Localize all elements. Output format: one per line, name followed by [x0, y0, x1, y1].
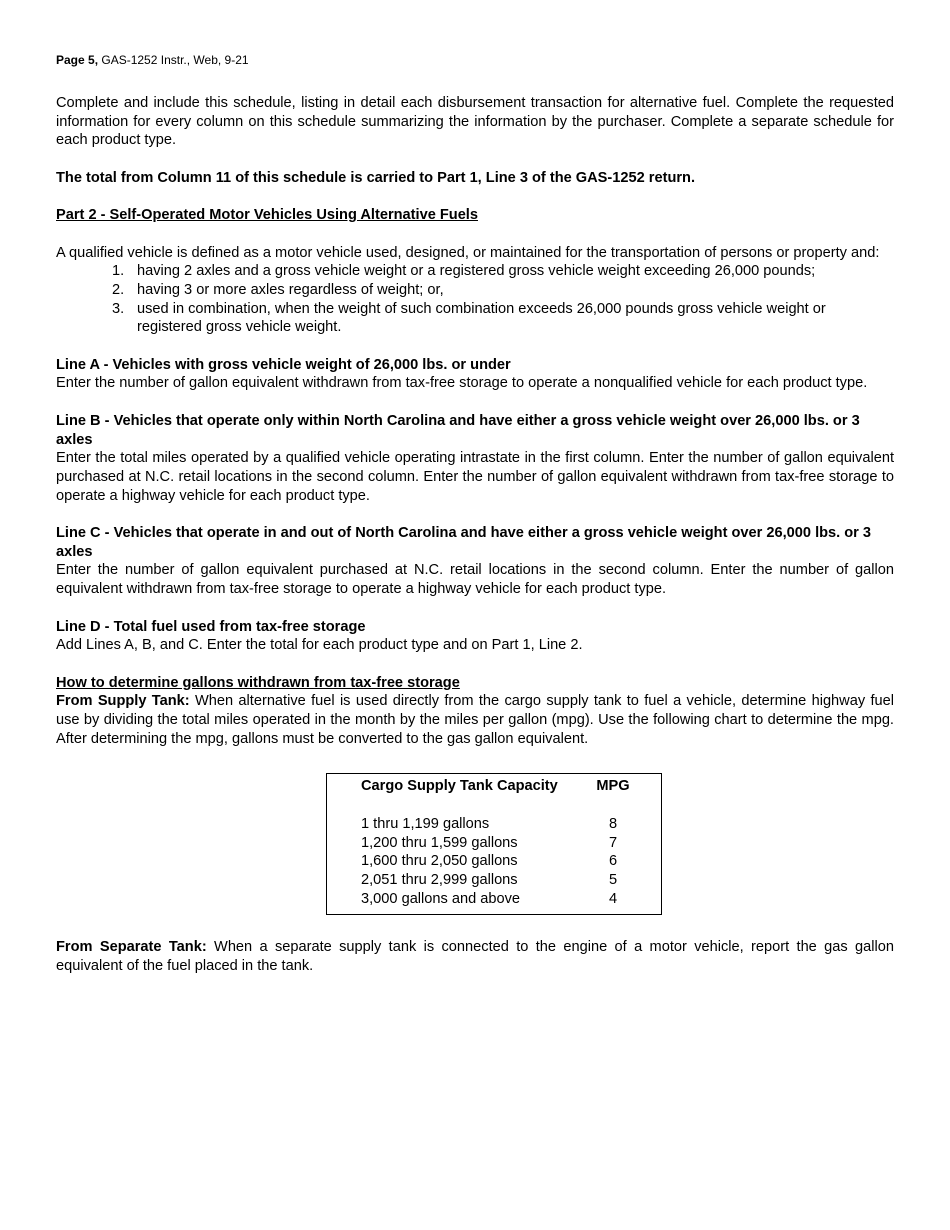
- mpg-cell: 4: [608, 890, 618, 907]
- criteria-number: 3.: [112, 300, 125, 317]
- howto-heading: How to determine gallons withdrawn from tax-free storage: [56, 674, 460, 691]
- page-header: [56, 52, 894, 68]
- qualified-vehicle-criteria: [56, 262, 894, 337]
- line-a-body: Enter the number of gallon equivalent withdrawn from tax-free storage to operate a nonqualified vehicle for each product type.: [56, 375, 868, 392]
- part2-heading: Part 2 - Self-Operated Motor Vehicles Using Alternative Fuels: [56, 207, 478, 224]
- line-c-body: Enter the number of gallon equivalent purchased at N.C. retail locations in the second column. Enter the number of gallon equivalent withdrawn from tax-free storage to operate a highway vehicle for each product type.: [56, 562, 894, 598]
- mpg-table-header: [327, 777, 661, 796]
- table-row: [327, 871, 661, 890]
- capacity-column-header: Cargo Supply Tank Capacity: [361, 778, 558, 795]
- criteria-text: having 3 or more axles regardless of weight; or,: [137, 281, 444, 298]
- mpg-cell: 6: [608, 853, 618, 870]
- line-a-heading: Line A - Vehicles with gross vehicle weight of 26,000 lbs. or under: [56, 356, 511, 373]
- criteria-item: [56, 300, 894, 337]
- table-row: [327, 890, 661, 909]
- capacity-cell: 1 thru 1,199 gallons: [361, 815, 490, 832]
- supply-tank-label: From Supply Tank:: [56, 693, 190, 710]
- capacity-cell: 1,600 thru 2,050 gallons: [361, 853, 518, 870]
- separate-tank-body: When a separate supply tank is connected to the engine of a motor vehicle, report the gas gallon equivalent of the fuel placed in the tank.: [56, 939, 894, 975]
- separate-tank-label: From Separate Tank:: [56, 939, 207, 956]
- table-row: [327, 834, 661, 853]
- mpg-cell: 7: [608, 834, 618, 851]
- page-number: Page 5,: [56, 53, 99, 67]
- total-note: The total from Column 11 of this schedule is carried to Part 1, Line 3 of the GAS-1252 return.: [56, 169, 696, 186]
- criteria-item: [56, 281, 894, 300]
- criteria-number: 2.: [112, 281, 125, 298]
- intro-paragraph: Complete and include this schedule, listing in detail each disbursement transaction for alternative fuel. Complete the requested information for every column on this schedule summarizing the information by the purchaser. Complete a separate schedule for each product type.: [56, 95, 894, 149]
- document-id: GAS-1252 Instr., Web, 9-21: [101, 53, 249, 67]
- capacity-cell: 3,000 gallons and above: [361, 890, 521, 907]
- criteria-text: used in combination, when the weight of such combination exceeds 26,000 pounds gross vehicle weight or registered gross vehicle weight.: [137, 300, 826, 336]
- line-d-heading: Line D - Total fuel used from tax-free storage: [56, 618, 366, 635]
- mpg-cell: 5: [608, 871, 618, 888]
- criteria-text: having 2 axles and a gross vehicle weight or a registered gross vehicle weight exceeding 26,000 pounds;: [137, 263, 816, 280]
- table-row: [327, 815, 661, 834]
- supply-tank-paragraph: [56, 692, 894, 748]
- qualified-vehicle-definition: A qualified vehicle is defined as a motor vehicle used, designed, or maintained for the transportation of persons or property and:: [56, 244, 880, 261]
- line-b-heading: Line B - Vehicles that operate only within North Carolina and have either a gross vehicle weight over 26,000 lbs. or 3 axles: [56, 412, 860, 448]
- line-d-body: Add Lines A, B, and C. Enter the total for each product type and on Part 1, Line 2.: [56, 637, 583, 654]
- document-page: [56, 52, 894, 976]
- criteria-item: [56, 262, 894, 281]
- line-b-body: Enter the total miles operated by a qualified vehicle operating intrastate in the first column. Enter the number of gallon equivalent purchased at N.C. retail locations in the second column. Enter the number of gallon equivalent withdrawn from tax-free storage to operate a highway vehicle for each product type.: [56, 450, 894, 504]
- mpg-cell: 8: [608, 815, 618, 832]
- mpg-table: [326, 773, 662, 915]
- capacity-cell: 1,200 thru 1,599 gallons: [361, 834, 518, 851]
- criteria-number: 1.: [112, 263, 125, 280]
- table-row: [327, 852, 661, 871]
- separate-tank-paragraph: [56, 938, 894, 975]
- capacity-cell: 2,051 thru 2,999 gallons: [361, 871, 518, 888]
- line-c-heading: Line C - Vehicles that operate in and out of North Carolina and have either a gross vehicle weight over 26,000 lbs. or 3 axles: [56, 525, 872, 560]
- supply-tank-body: When alternative fuel is used directly from the cargo supply tank to fuel a vehicle, determine highway fuel use by dividing the total miles operated in the month by the miles per gallon (mpg). Use the following chart to determine the mpg. After determining the mpg, gallons must be converted to the gas gallon equivalent.: [56, 693, 894, 747]
- mpg-column-header: MPG: [596, 778, 630, 795]
